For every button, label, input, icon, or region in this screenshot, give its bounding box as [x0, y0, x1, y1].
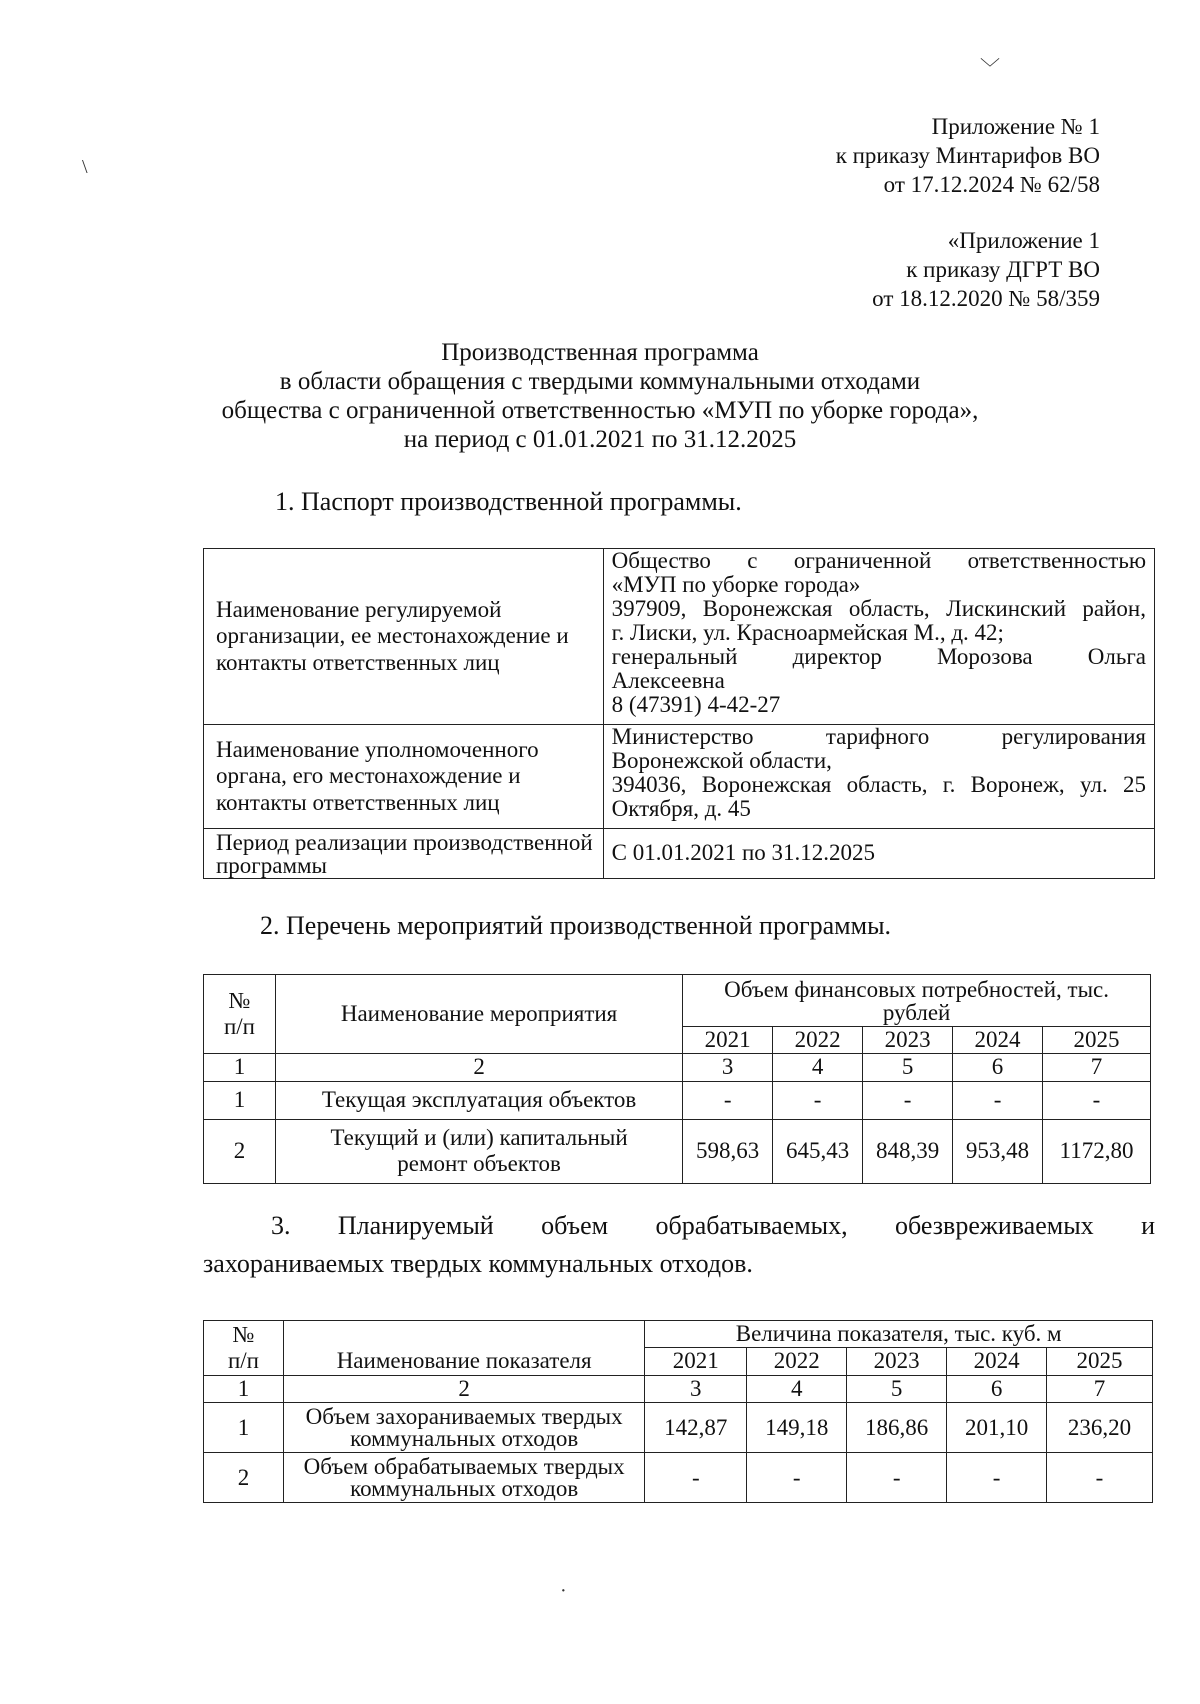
index-cell: 5 — [847, 1375, 947, 1402]
row-value: 1172,80 — [1043, 1119, 1151, 1183]
index-cell: 7 — [1047, 1375, 1153, 1402]
appendix-original-line1: «Приложение 1 — [947, 228, 1100, 253]
row-value: - — [1043, 1081, 1151, 1119]
passport-row-period — [204, 829, 1155, 879]
appendix-current — [836, 112, 1100, 199]
index-cell: 3 — [645, 1375, 747, 1402]
measures-year: 2021 — [683, 1027, 773, 1054]
measures-year: 2025 — [1043, 1027, 1151, 1054]
table-row — [204, 1403, 1153, 1453]
index-cell: 2 — [275, 1054, 682, 1081]
row-num: 1 — [204, 1403, 284, 1453]
org-line5: генеральный директор Морозова Ольга — [611, 644, 1146, 669]
row-value: - — [773, 1081, 863, 1119]
org-line1: Общество с ограниченной ответственностью — [611, 548, 1146, 573]
appendix-current-line1: Приложение № 1 — [931, 114, 1100, 139]
row-value: - — [947, 1453, 1047, 1503]
index-cell: 5 — [863, 1054, 953, 1081]
title-line1: Производственная программа — [441, 339, 759, 366]
table-row — [204, 1081, 1151, 1119]
title-line3: общества с ограниченной ответственностью «МУП по уборке города», — [221, 397, 979, 424]
row-num: 2 — [204, 1119, 276, 1183]
row-name: Объем захораниваемых твердых коммунальных отходов — [283, 1403, 644, 1453]
org-line2: «МУП по уборке города» — [611, 572, 861, 597]
volume-col-num: № п/п — [204, 1321, 284, 1376]
row-name: Текущая эксплуатация объектов — [275, 1081, 682, 1119]
table-row — [204, 1453, 1153, 1503]
auth-line3: 394036, Воронежская область, г. Воронеж, ул. 25 — [611, 772, 1146, 797]
passport-row-authority — [204, 725, 1155, 829]
index-cell: 7 — [1043, 1054, 1151, 1081]
org-line7: 8 (47391) 4-42-27 — [611, 692, 781, 717]
row-value: 201,10 — [947, 1403, 1047, 1453]
appendix-current-line3: от 17.12.2024 № 62/58 — [883, 172, 1100, 197]
measures-year: 2024 — [953, 1027, 1043, 1054]
row-value: - — [645, 1453, 747, 1503]
auth-line2: Воронежской области, — [611, 748, 832, 773]
row-num: 1 — [204, 1081, 276, 1119]
appendix-original-line2: к приказу ДГРТ ВО — [906, 257, 1100, 282]
measures-col-num: № п/п — [204, 975, 276, 1054]
section1-heading: 1. Паспорт производственной программы. — [275, 487, 742, 516]
index-cell: 4 — [747, 1375, 847, 1402]
passport-value-organization — [603, 549, 1154, 725]
section3-heading-line1: 3. Планируемый объем обрабатываемых, обезвреживаемых и — [271, 1211, 1155, 1240]
row-num: 2 — [204, 1453, 284, 1503]
section3-heading — [203, 1210, 1155, 1280]
index-cell: 2 — [283, 1375, 644, 1402]
volume-year: 2022 — [747, 1348, 847, 1375]
index-cell: 4 — [773, 1054, 863, 1081]
volume-col-group: Величина показателя, тыс. куб. м — [645, 1321, 1153, 1348]
section2-heading: 2. Перечень мероприятий производственной программы. — [260, 911, 892, 940]
row-value: - — [863, 1081, 953, 1119]
row-value: - — [747, 1453, 847, 1503]
auth-line1: Министерство тарифного регулирования — [611, 724, 1146, 749]
org-line6: Алексеевна — [611, 668, 725, 693]
volume-col-name: Наименование показателя — [283, 1321, 644, 1376]
scan-mark-dot: · — [560, 1580, 567, 1602]
row-value: - — [1047, 1453, 1153, 1503]
measures-year: 2023 — [863, 1027, 953, 1054]
row-name: Объем обрабатываемых твердых коммунальных отходов — [283, 1453, 644, 1503]
row-value: 953,48 — [953, 1119, 1043, 1183]
volume-year: 2024 — [947, 1348, 1047, 1375]
table-row — [204, 1119, 1151, 1183]
volume-year: 2021 — [645, 1348, 747, 1375]
passport-value-period: С 01.01.2021 по 31.12.2025 — [603, 829, 1154, 879]
org-line3: 397909, Воронежская область, Лискинский район, — [611, 596, 1146, 621]
volume-index-row — [204, 1375, 1153, 1402]
row-value: - — [683, 1081, 773, 1119]
scan-mark-tick: ﹀ — [980, 58, 1000, 80]
row-value: 186,86 — [847, 1403, 947, 1453]
document-title — [0, 338, 1200, 454]
row-name: Текущий и (или) капитальный ремонт объектов — [275, 1119, 682, 1183]
index-cell: 1 — [204, 1375, 284, 1402]
org-line4: г. Лиски, ул. Красноармейская М., д. 42; — [611, 620, 1004, 645]
appendix-original-line3: от 18.12.2020 № 58/359 — [872, 286, 1100, 311]
title-line2: в области обращения с твердыми коммунальными отходами — [279, 368, 921, 395]
passport-label-period: Период реализации производственной программы — [204, 829, 604, 879]
row-value: 645,43 — [773, 1119, 863, 1183]
row-value: - — [847, 1453, 947, 1503]
passport-value-authority — [603, 725, 1154, 829]
volume-year: 2025 — [1047, 1348, 1153, 1375]
measures-year: 2022 — [773, 1027, 863, 1054]
section3-heading-line2: захораниваемых твердых коммунальных отходов. — [203, 1249, 753, 1278]
row-value: 848,39 — [863, 1119, 953, 1183]
title-line4: на период с 01.01.2021 по 31.12.2025 — [403, 426, 797, 453]
volume-year: 2023 — [847, 1348, 947, 1375]
passport-row-organization — [204, 549, 1155, 725]
index-cell: 6 — [947, 1375, 1047, 1402]
measures-table — [203, 974, 1151, 1184]
scan-mark-slash: \ — [82, 156, 88, 178]
auth-line4: Октября, д. 45 — [611, 796, 751, 821]
measures-index-row — [204, 1054, 1151, 1081]
row-value: - — [953, 1081, 1043, 1119]
passport-label-authority: Наименование уполномоченного органа, его местонахождение и контакты ответственных лиц — [204, 725, 604, 829]
passport-table — [203, 548, 1155, 879]
row-value: 236,20 — [1047, 1403, 1153, 1453]
row-value: 142,87 — [645, 1403, 747, 1453]
index-cell: 1 — [204, 1054, 276, 1081]
passport-label-organization: Наименование регулируемой организации, ее местонахождение и контакты ответственных лиц — [204, 549, 604, 725]
row-value: 598,63 — [683, 1119, 773, 1183]
index-cell: 3 — [683, 1054, 773, 1081]
measures-col-name: Наименование мероприятия — [275, 975, 682, 1054]
appendix-current-line2: к приказу Минтарифов ВО — [835, 143, 1100, 168]
row-value: 149,18 — [747, 1403, 847, 1453]
index-cell: 6 — [953, 1054, 1043, 1081]
volume-table — [203, 1320, 1153, 1503]
measures-col-group: Объем финансовых потребностей, тыс. рублей — [683, 975, 1151, 1027]
appendix-original — [872, 226, 1100, 313]
